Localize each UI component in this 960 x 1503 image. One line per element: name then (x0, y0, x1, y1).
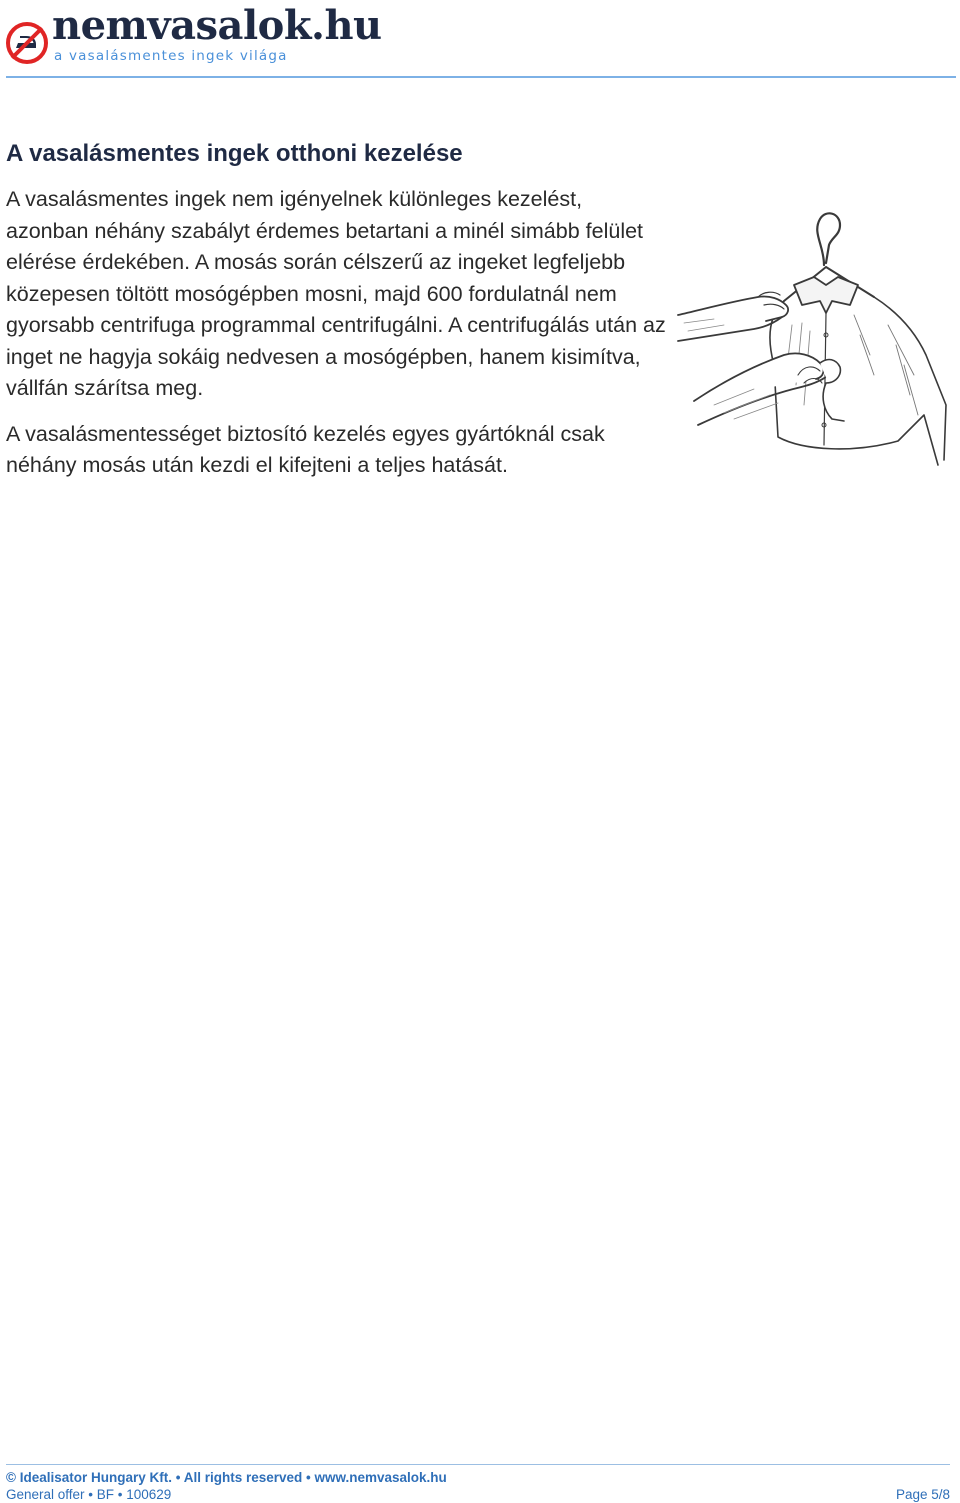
header-divider (6, 76, 956, 78)
logo-tagline: a vasalásmentes ingek világa (54, 48, 288, 64)
footer-page-number: Page 5/8 (895, 1487, 950, 1502)
article-paragraph-2: A vasalásmentességet biztosító kezelés egyes gyártóknál csak néhány mosás után kezdi el kifejteni a teljes hatását. (6, 421, 605, 477)
article (6, 138, 666, 496)
article-title: A vasalásmentes ingek otthoni kezelése (6, 140, 463, 167)
footer-copyright[interactable]: © Idealisator Hungary Kft. • All rights reserved • www.nemvasalok.hu (6, 1470, 447, 1485)
logo-name[interactable]: nemvasalok.hu (52, 2, 382, 49)
page-header (0, 0, 960, 80)
nemvasalok-logo-icon (6, 22, 48, 64)
shirt-on-hanger-illustration-icon (674, 205, 954, 470)
footer-doc-info: General offer • BF • 100629 (6, 1487, 172, 1502)
footer-divider (6, 1464, 950, 1465)
article-paragraph-1: A vasalásmentes ingek nem igényelnek különleges kezelést, azonban néhány szabályt érdemes betartani a minél simább felület elérése érdekében. A mosás során célszerű az ingeket legfeljebb közepesen töltött mosógépben mosni, majd 600 fordulatnál nem gyorsabb centrifuga programmal centrifugálni. A centrifugálás után az inget ne hagyja sokáig nedvesen a mosógépben, hanem kisimítva, vállfán szárítsa meg. (6, 187, 666, 400)
